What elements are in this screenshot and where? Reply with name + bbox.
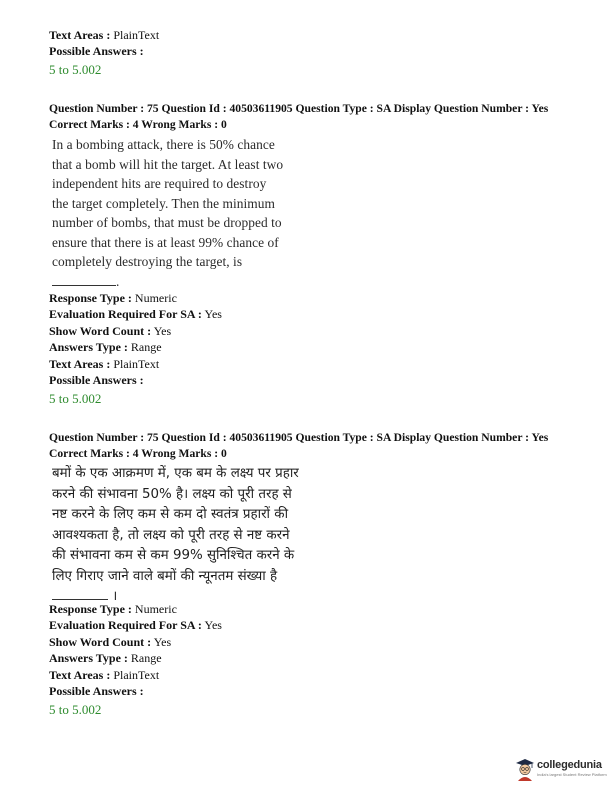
text-areas-row bbox=[49, 357, 159, 371]
answers-type-value: Range bbox=[130, 651, 162, 665]
response-type-row bbox=[49, 602, 177, 616]
word-count-value: Yes bbox=[153, 635, 172, 649]
text-areas-label: Text Areas : bbox=[49, 28, 111, 42]
question-line: independent hits are required to destroy bbox=[52, 176, 267, 191]
answers-type-label: Answers Type : bbox=[49, 340, 128, 354]
possible-answers-label: Possible Answers : bbox=[49, 44, 144, 58]
answers-type-value: Range bbox=[130, 340, 162, 354]
text-areas-row bbox=[49, 668, 159, 682]
answers-type-label: Answers Type : bbox=[49, 651, 128, 665]
question-header: Question Number : 75 Question Id : 40503611905 Question Type : SA Display Question Number : Yes bbox=[49, 102, 549, 115]
text-areas-value: PlainText bbox=[113, 668, 160, 682]
response-type-value: Numeric bbox=[134, 602, 177, 616]
response-type-value: Numeric bbox=[134, 291, 177, 305]
question-line: that a bomb will hit the target. At least two bbox=[52, 156, 284, 172]
text-areas-row bbox=[49, 28, 159, 42]
question-text-hindi bbox=[52, 464, 302, 608]
evaluation-row bbox=[49, 618, 222, 632]
possible-answer-value: 5 to 5.002 bbox=[49, 62, 102, 77]
question-line: In a bombing attack, there is 50% chance bbox=[52, 137, 275, 152]
response-type-label: Response Type : bbox=[49, 602, 132, 616]
question-header: Question Number : 75 Question Id : 40503611905 Question Type : SA Display Question Number : Yes bbox=[49, 431, 549, 444]
question-line: number of bombs, that must be dropped to bbox=[52, 215, 282, 230]
text-areas-value: PlainText bbox=[113, 357, 160, 371]
word-count-label: Show Word Count : bbox=[49, 635, 152, 649]
response-type-row bbox=[49, 291, 177, 305]
evaluation-label: Evaluation Required For SA : bbox=[49, 307, 202, 321]
answers-type-row bbox=[49, 340, 162, 354]
question-line: की संभावना कम से कम 99% सुनिश्चित करने के bbox=[52, 548, 295, 563]
response-type-label: Response Type : bbox=[49, 291, 132, 305]
question-text-english bbox=[52, 135, 302, 291]
question-line: आवश्यकता है, तो लक्ष्य को पूरी तरह से नष्ट करने bbox=[52, 527, 290, 543]
blank-end-mark: । bbox=[112, 589, 118, 604]
word-count-value: Yes bbox=[153, 324, 172, 338]
blank-end-mark: . bbox=[116, 273, 120, 289]
collegedunia-logo bbox=[514, 757, 606, 783]
question-line: ensure that there is at least 99% chance of bbox=[52, 234, 279, 250]
evaluation-row bbox=[49, 307, 222, 321]
question-marks: Correct Marks : 4 Wrong Marks : 0 bbox=[49, 118, 227, 131]
question-line: नष्ट करने के लिए कम से कम दो स्वतंत्र प्रहारों की bbox=[52, 507, 289, 522]
question-line: लिए गिराए जाने वाले बमों की न्यूनतम संख्या है bbox=[52, 568, 278, 584]
logo-tagline: India's largest Student Review Platform bbox=[537, 772, 607, 777]
logo-brand: collegedunia bbox=[537, 759, 602, 771]
question-line: करने की संभावना 50% है। लक्ष्य को पूरी तरह से bbox=[52, 486, 292, 502]
question-line: the target completely. Then the minimum bbox=[52, 195, 275, 211]
evaluation-label: Evaluation Required For SA : bbox=[49, 618, 202, 632]
student-mascot-icon bbox=[514, 757, 536, 781]
text-areas-label: Text Areas : bbox=[49, 668, 111, 682]
possible-answers-label: Possible Answers : bbox=[49, 684, 144, 698]
question-marks: Correct Marks : 4 Wrong Marks : 0 bbox=[49, 447, 227, 460]
word-count-row bbox=[49, 324, 171, 338]
evaluation-value: Yes bbox=[204, 618, 222, 632]
possible-answers-label: Possible Answers : bbox=[49, 373, 144, 387]
answers-type-row bbox=[49, 651, 162, 665]
text-areas-label: Text Areas : bbox=[49, 357, 111, 371]
question-line: बमों के एक आक्रमण में, एक बम के लक्ष्य पर प्रहार bbox=[52, 466, 299, 481]
answer-blank bbox=[52, 272, 302, 292]
evaluation-value: Yes bbox=[204, 307, 222, 321]
question-line: completely destroying the target, is bbox=[52, 254, 243, 269]
word-count-label: Show Word Count : bbox=[49, 324, 152, 338]
word-count-row bbox=[49, 635, 171, 649]
possible-answer-value: 5 to 5.002 bbox=[49, 702, 102, 717]
possible-answer-value: 5 to 5.002 bbox=[49, 391, 102, 406]
text-areas-value: PlainText bbox=[113, 28, 160, 42]
